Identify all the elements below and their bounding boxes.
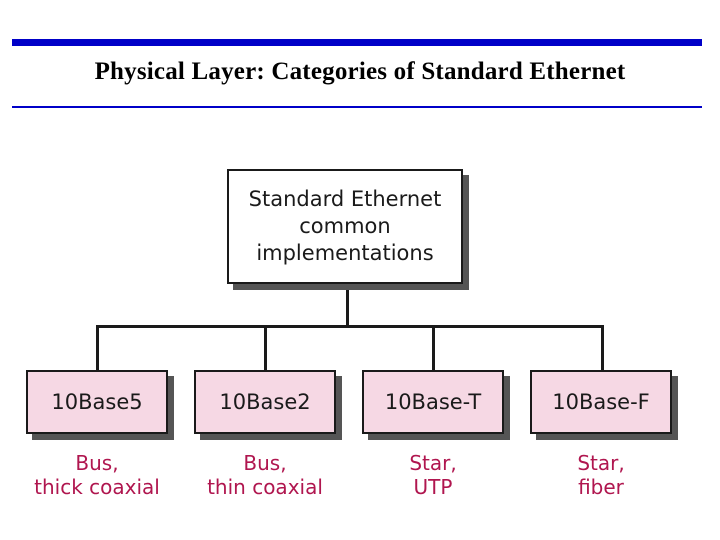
node-label: 10Base-F bbox=[552, 390, 650, 414]
caption-line: thick coaxial bbox=[34, 475, 160, 500]
node-label: 10Base-T bbox=[384, 390, 482, 414]
caption-10base-t bbox=[348, 451, 518, 500]
node-10base2 bbox=[194, 370, 336, 434]
root-node-line-3: implementations bbox=[256, 240, 434, 265]
connector-drop-10base-f bbox=[601, 325, 604, 370]
root-node-line-1: Standard Ethernet bbox=[248, 187, 442, 212]
connector-trunk bbox=[346, 284, 349, 328]
root-node-line-2: common bbox=[299, 214, 391, 239]
caption-line: Star, bbox=[577, 451, 625, 475]
connector-drop-10base-t bbox=[432, 325, 435, 370]
node-10base-f bbox=[530, 370, 672, 434]
caption-line: Bus, bbox=[75, 451, 119, 475]
caption-line: thin coaxial bbox=[207, 475, 323, 500]
root-node bbox=[227, 169, 463, 284]
slide-title: Physical Layer: Categories of Standard Ethernet bbox=[94, 58, 626, 85]
connector-drop-10base2 bbox=[264, 325, 267, 370]
connector-drop-10base5 bbox=[96, 325, 99, 370]
header-rule-top bbox=[12, 39, 702, 46]
caption-line: Bus, bbox=[243, 451, 287, 475]
node-label: 10Base5 bbox=[51, 390, 143, 414]
header-rule-bottom bbox=[12, 106, 702, 108]
caption-line: fiber bbox=[578, 475, 624, 500]
node-10base5 bbox=[26, 370, 168, 434]
node-label: 10Base2 bbox=[219, 390, 311, 414]
caption-10base2 bbox=[180, 451, 350, 500]
node-10base-t bbox=[362, 370, 504, 434]
caption-line: UTP bbox=[413, 475, 453, 500]
caption-10base5 bbox=[12, 451, 182, 500]
caption-10base-f bbox=[516, 451, 686, 500]
connector-horizontal bbox=[96, 325, 604, 328]
caption-line: Star, bbox=[409, 451, 457, 475]
